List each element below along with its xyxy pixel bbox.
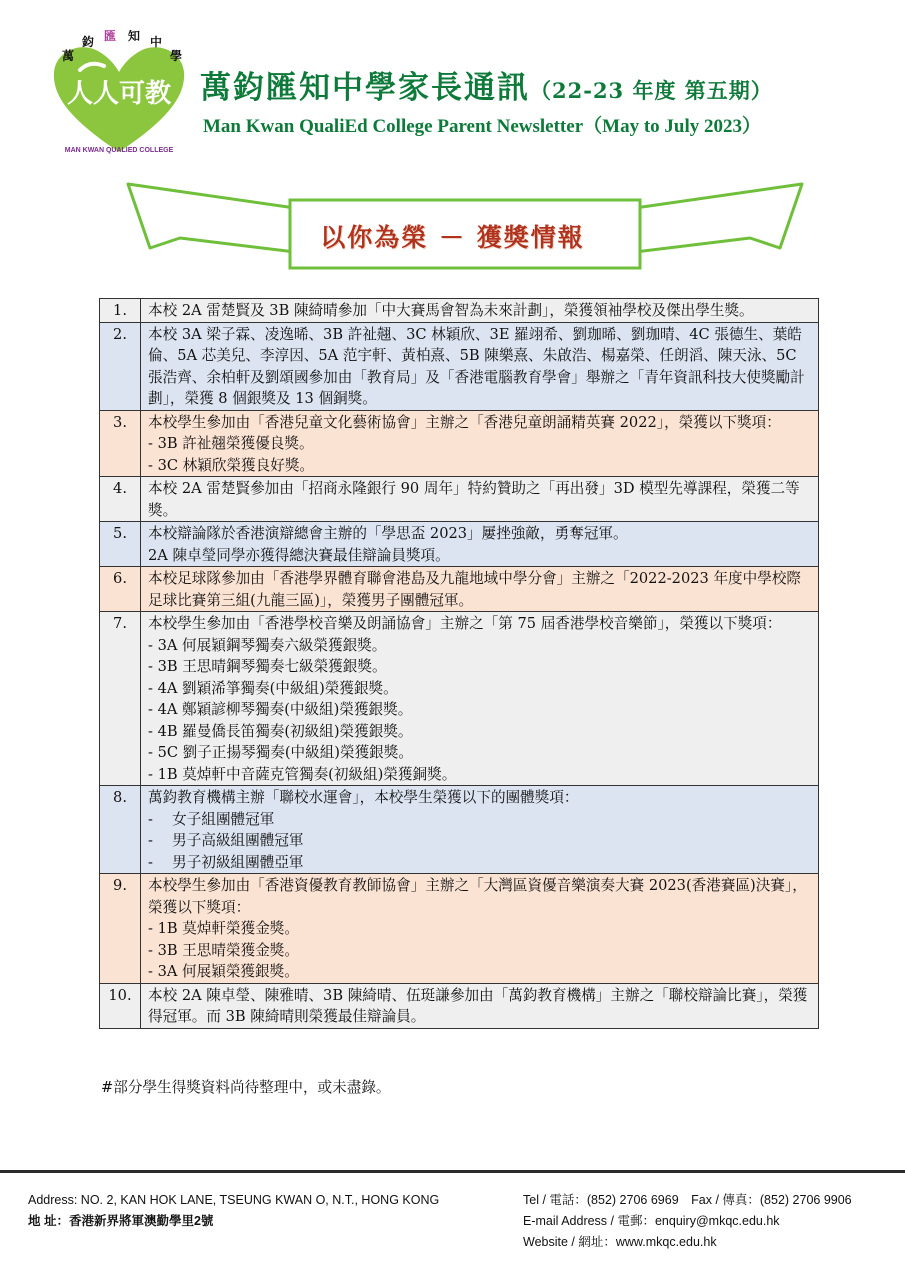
- award-line: 萬鈞教育機構主辦「聯校水運會」，本校學生榮獲以下的團體獎項：: [148, 789, 579, 806]
- row-content: [141, 410, 819, 477]
- table-row: [100, 522, 819, 567]
- row-content: [141, 874, 819, 984]
- newsletter-title-en: Man Kwan QualiEd College Parent Newsletter（May to July 2023）: [203, 116, 761, 137]
- title-cn-text: 萬鈞匯知中學家長通訊: [200, 70, 530, 106]
- row-content: [141, 567, 819, 612]
- address-en: Address: NO. 2, KAN HOK LANE, TSEUNG KWAN O, N.T., HONG KONG: [28, 1193, 440, 1207]
- logo-motto: 人人可教: [66, 79, 172, 109]
- table-row: [100, 612, 819, 786]
- tel-fax: Tel / 電話：(852) 2706 6969 Fax / 傳真：(852) 2706 9906: [523, 1193, 852, 1207]
- footer-contact: [523, 1190, 852, 1253]
- award-line: - 5C 劉子正揚琴獨奏(中級組)榮獲銀獎。: [148, 744, 413, 761]
- awards-table: [99, 298, 819, 1029]
- award-line: 本校學生參加由「香港學校音樂及朗誦協會」主辦之「第 75 屆香港學校音樂節」，榮獲以下獎項：: [148, 615, 782, 632]
- row-number: 5.: [100, 522, 141, 567]
- table-row: [100, 322, 819, 410]
- table-row: [100, 983, 819, 1028]
- row-number: 8.: [100, 786, 141, 874]
- award-line: 本校 3A 梁子霖、凌逸晞、3B 許祉翹、3C 林穎欣、3E 羅翊希、劉珈晞、劉珈晴、4C 張德生、葉皓倫、5A 芯美兒、李淳因、5A 范宇軒、黃柏熹、5B 陳樂熹、朱啟浩、楊嘉榮、任朗滔、陳天泳、5C 張浩齊、余柏軒及劉頌國參加由「教育局」及「香港電腦教育學會」舉辦之「青年資訊科技大使獎勵計劃」，榮獲 8 個銀獎及 13 個銅獎。: [148, 325, 805, 407]
- row-content: [141, 612, 819, 786]
- award-line: 本校學生參加由「香港資優教育教師協會」主辦之「大灣區資優音樂演奏大賽 2023(香港賽區)決賽」，榮獲以下獎項：: [148, 877, 807, 916]
- row-number: 10.: [100, 983, 141, 1028]
- school-logo: [44, 30, 194, 160]
- logo-char-4: 知: [128, 30, 141, 43]
- award-line: - 4A 劉穎浠箏獨奏(中級組)榮獲銀獎。: [148, 679, 398, 697]
- award-line: - 3A 何展穎榮獲銀獎。: [148, 963, 299, 980]
- row-number: 4.: [100, 477, 141, 522]
- award-line: - 男子高級組團體冠軍: [148, 832, 304, 849]
- footer-divider: [0, 1170, 905, 1173]
- row-content: [141, 299, 819, 323]
- row-number: 2.: [100, 322, 141, 410]
- award-line: - 1B 莫焯軒中音薩克管獨奏(初級組)榮獲銅獎。: [148, 765, 457, 783]
- logo-char-5: 中: [150, 35, 163, 49]
- row-content: [141, 983, 819, 1028]
- award-line: - 3C 林穎欣榮獲良好獎。: [148, 456, 315, 474]
- award-line: - 3B 王思晴鋼琴獨奏七級榮獲銀獎。: [148, 658, 387, 675]
- row-number: 3.: [100, 410, 141, 477]
- row-content: [141, 522, 819, 567]
- logo-char-2: 鈞: [82, 35, 95, 49]
- row-number: 6.: [100, 567, 141, 612]
- row-number: 9.: [100, 874, 141, 984]
- table-row: [100, 299, 819, 323]
- row-content: [141, 322, 819, 410]
- table-row: [100, 477, 819, 522]
- award-line: 本校辯論隊於香港演辯總會主辦的「學思盃 2023」屢挫強敵，勇奪冠軍。: [148, 525, 628, 542]
- award-line: - 3A 何展穎鋼琴獨奏六級榮獲銀獎。: [148, 636, 387, 654]
- award-line: - 1B 莫焯軒榮獲金獎。: [148, 920, 299, 937]
- website-url[interactable]: Website / 網址：www.mkqc.edu.hk: [523, 1235, 717, 1249]
- award-line: 本校學生參加由「香港兒童文化藝術協會」主辦之「香港兒童朗誦精英賽 2022」，榮獲以下獎項：: [148, 413, 781, 431]
- address-cn: 地 址：香港新界將軍澳勤學里2號: [28, 1214, 214, 1228]
- row-number: 7.: [100, 612, 141, 786]
- footer-address: [28, 1190, 439, 1232]
- banner-heading: 以你為榮 － 獲獎情報: [320, 223, 585, 252]
- logo-char-6: 學: [170, 49, 183, 63]
- row-number: 1.: [100, 299, 141, 323]
- issue-cn: （22-23 年度 第五期）: [530, 78, 773, 103]
- row-content: [141, 477, 819, 522]
- award-line: 本校 2A 雷楚賢參加由「招商永隆銀行 90 周年」特約贊助之「再出發」3D 模型先導課程，榮獲二等獎。: [148, 480, 800, 519]
- award-line: - 4A 鄭穎諺柳琴獨奏(中級組)榮獲銀獎。: [148, 701, 413, 718]
- award-line: 本校 2A 陳卓瑩、陳雅晴、3B 陳綺晴、伍珽謙參加由「萬鈞教育機構」主辦之「聯校辯論比賽」，榮獲得冠軍。而 3B 陳綺晴則榮獲最佳辯論員。: [148, 986, 808, 1025]
- award-line: - 4B 羅曼僑長笛獨奏(初級組)榮獲銀獎。: [148, 722, 413, 740]
- award-line: - 3B 許祉翹榮獲優良獎。: [148, 435, 314, 452]
- table-row: [100, 410, 819, 477]
- award-line: 本校 2A 雷楚賢及 3B 陳綺晴參加「中大賽馬會智為未來計劃」，榮獲領袖學校及傑出學生獎。: [148, 302, 754, 319]
- newsletter-title-cn: [200, 62, 773, 107]
- logo-char-1: 萬: [62, 49, 75, 63]
- table-row: [100, 874, 819, 984]
- email-address[interactable]: E-mail Address / 電郵：enquiry@mkqc.edu.hk: [523, 1214, 780, 1228]
- logo-char-3: 匯: [104, 30, 117, 43]
- row-content: [141, 786, 819, 874]
- award-line: - 3B 王思晴榮獲金獎。: [148, 941, 299, 959]
- logo-english-name: MAN KWAN QUALIED COLLEGE: [64, 147, 174, 154]
- award-line: 2A 陳卓瑩同學亦獲得總決賽最佳辯論員獎項。: [148, 546, 450, 564]
- award-line: 本校足球隊參加由「香港學界體育聯會港島及九龍地域中學分會」主辦之「2022-2023 年度中學校際足球比賽第三組(九龍三區)」，榮獲男子團體冠軍。: [148, 570, 802, 609]
- footnote: #部分學生得獎資料尚待整理中，或未盡錄。: [101, 1079, 391, 1096]
- award-line: - 女子組團體冠軍: [148, 810, 275, 828]
- award-line: - 男子初級組團體亞軍: [148, 853, 304, 871]
- table-row: [100, 786, 819, 874]
- table-row: [100, 567, 819, 612]
